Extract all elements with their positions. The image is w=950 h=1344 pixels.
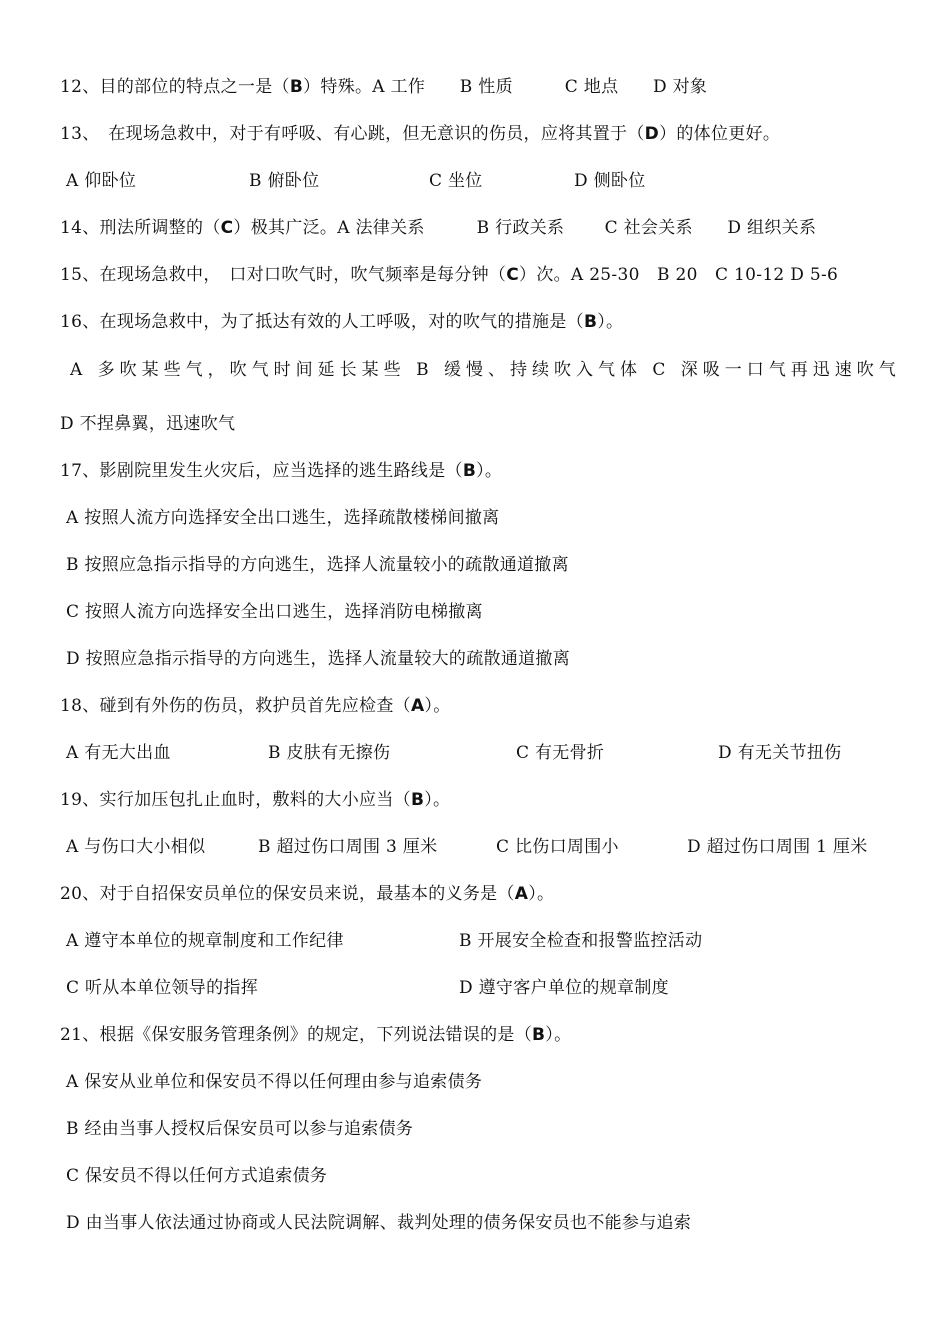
question-text: 14、刑法所调整的（ [60, 218, 221, 238]
option-a: A 与伤口大小相似 [66, 837, 206, 857]
option-b: B 超过伤口周围 3 厘米 [258, 837, 438, 857]
option-d: D 由当事人依法通过协商或人民法院调解、裁判处理的债务保安员也不能参与追索 [66, 1213, 692, 1233]
option-a: A 有无大出血 [66, 743, 171, 763]
question-20 [60, 883, 554, 905]
options-row [66, 977, 926, 999]
options-line: D 不捏鼻翼，迅速吹气 [60, 414, 236, 434]
question-text: 16、在现场急救中，为了抵达有效的人工呼吸，对的吹气的措施是（ [60, 312, 584, 332]
question-text: 12、目的部位的特点之一是（ [60, 77, 290, 97]
question-16 [60, 311, 623, 333]
answer-letter: A [514, 884, 529, 904]
options-row [66, 930, 926, 952]
options-row [66, 170, 926, 192]
option-c: C 比伤口周围小 [496, 837, 619, 857]
answer-letter: C [506, 265, 520, 285]
option-c: C 听从本单位领导的指挥 [66, 978, 259, 998]
option-b: B 俯卧位 [249, 171, 320, 191]
question-text: ）特殊。A 工作 B 性质 C 地点 D 对象 [303, 77, 708, 97]
question-text: 13、 在现场急救中，对于有呼吸、有心跳，但无意识的伤员，应将其置于（ [60, 124, 645, 144]
option-c: C 按照人流方向选择安全出口逃生，选择消防电梯撤离 [66, 602, 483, 622]
question-text: 15、在现场急救中， 口对口吹气时，吹气频率是每分钟（ [60, 265, 507, 285]
question-text: ）极其广泛。A 法律关系 B 行政关系 C 社会关系 D 组织关系 [233, 218, 817, 238]
option-d: D 遵守客户单位的规章制度 [459, 978, 669, 998]
question-21 [60, 1024, 571, 1046]
question-text: ）。 [528, 884, 555, 904]
option-c: C 坐位 [429, 171, 483, 191]
options-row [66, 836, 926, 858]
option-c: C 有无骨折 [516, 743, 605, 763]
question-17 [60, 460, 502, 482]
question-text: ）。 [476, 461, 503, 481]
answer-letter: C [220, 218, 234, 238]
question-text: ）。 [545, 1025, 572, 1045]
question-19 [60, 789, 450, 811]
option-d: D 超过伤口周围 1 厘米 [687, 837, 868, 857]
answer-letter: B [289, 77, 304, 97]
answer-letter: A [410, 696, 425, 716]
question-text: ）的体位更好。 [659, 124, 781, 144]
question-text: 19、实行加压包扎止血时，敷料的大小应当（ [60, 790, 411, 810]
answer-letter: B [532, 1025, 546, 1045]
question-13 [60, 123, 780, 145]
question-18 [60, 695, 451, 717]
question-text: 17、影剧院里发生火灾后，应当选择的逃生路线是（ [60, 461, 463, 481]
question-15 [60, 264, 838, 286]
option-b: B 按照应急指示指导的方向逃生，选择人流量较小的疏散通道撤离 [66, 555, 569, 575]
answer-letter: B [410, 790, 425, 810]
answer-letter: B [462, 461, 477, 481]
option-a: A 保安从业单位和保安员不得以任何理由参与追索债务 [66, 1072, 483, 1092]
option-a: A 仰卧位 [66, 171, 137, 191]
option-b: B 经由当事人授权后保安员可以参与追索债务 [66, 1119, 414, 1139]
question-12 [60, 76, 707, 98]
question-text: ）次。A 25-30 B 20 C 10-12 D 5-6 [519, 265, 839, 285]
option-d: D 有无关节扭伤 [718, 743, 842, 763]
option-b: B 开展安全检查和报警监控活动 [459, 931, 703, 951]
option-a: A 遵守本单位的规章制度和工作纪律 [66, 931, 344, 951]
options-line: A 多吹某些气，吹气时间延长某些 B 缓慢、持续吹入气体 C 深吸一口气再迅速吹气 [70, 360, 901, 380]
question-text: 20、对于自招保安员单位的保安员来说，最基本的义务是（ [60, 884, 515, 904]
question-text: ）。 [424, 696, 451, 716]
question-text: ）。 [424, 790, 451, 810]
option-b: B 皮肤有无擦伤 [268, 743, 391, 763]
option-d: D 按照应急指示指导的方向逃生，选择人流量较大的疏散通道撤离 [66, 649, 571, 669]
answer-letter: D [644, 124, 660, 144]
question-text: ）。 [597, 312, 624, 332]
question-text: 18、碰到有外伤的伤员，救护员首先应检查（ [60, 696, 411, 716]
answer-letter: B [583, 312, 598, 332]
option-c: C 保安员不得以任何方式追索债务 [66, 1166, 328, 1186]
question-14 [60, 217, 816, 239]
option-a: A 按照人流方向选择安全出口逃生，选择疏散楼梯间撤离 [66, 508, 500, 528]
question-text: 21、根据《保安服务管理条例》的规定，下列说法错误的是（ [60, 1025, 533, 1045]
options-row [66, 742, 926, 764]
option-d: D 侧卧位 [574, 171, 646, 191]
